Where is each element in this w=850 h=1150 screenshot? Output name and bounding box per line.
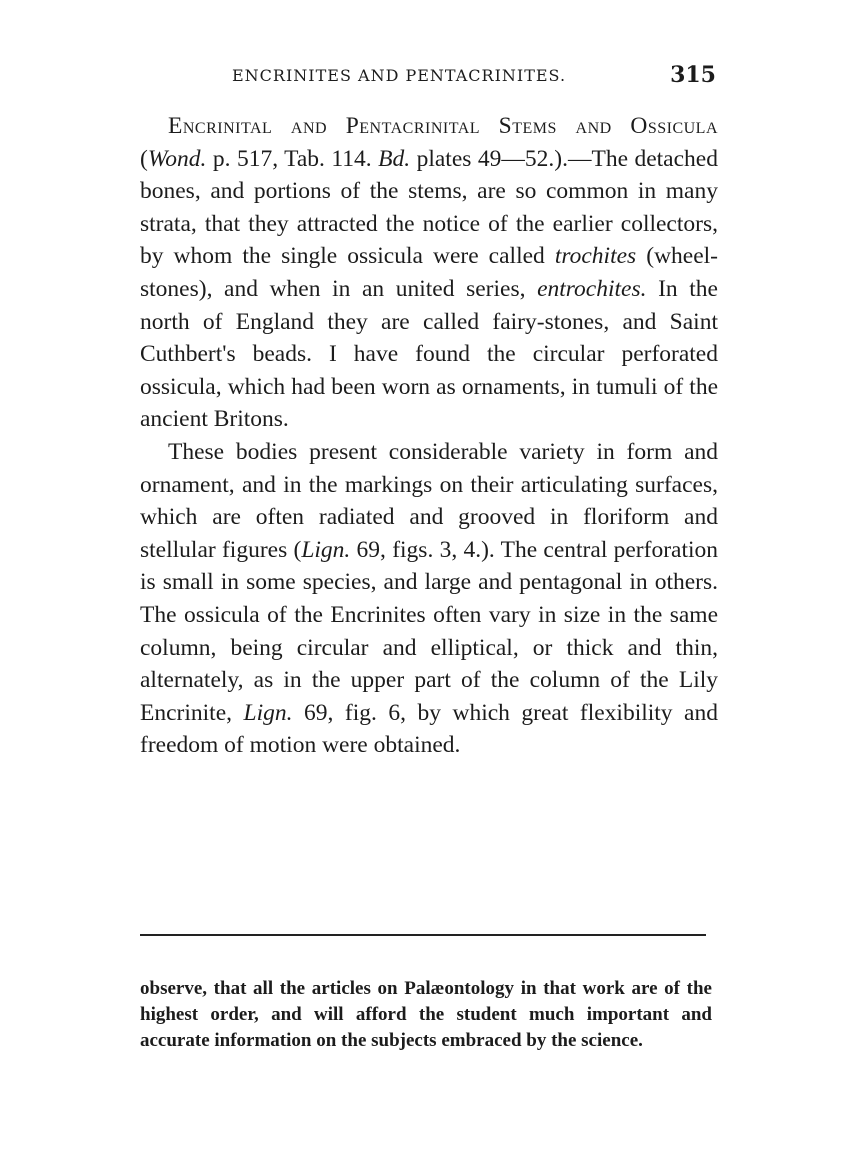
main-text xyxy=(140,110,718,762)
running-title: ENCRINITES AND PENTACRINITES. xyxy=(232,66,567,85)
paragraph-text: plates 49—52.).—The detached bones, and portions of the stems, are so common in many strata, that they attracted the notice of the earlier collectors, by whom the single ossicula were called xyxy=(140,145,718,270)
section-heading: Encrinital and Pentacrinital Stems and Ossicula xyxy=(168,113,718,139)
footnote-divider xyxy=(140,934,706,936)
paragraph-variety xyxy=(140,436,718,762)
page-number: 315 xyxy=(670,62,716,88)
ref-wond: Wond. xyxy=(147,145,207,172)
running-head xyxy=(140,62,716,92)
term-trochites: trochites xyxy=(554,243,637,270)
paragraph-text: These bodies present considerable variety in form and ornament, and in the markings on their articulating surfaces, which are often radiated and grooved in floriform and stellular figures ( xyxy=(140,438,718,563)
ref-open: ( xyxy=(140,145,148,172)
paragraph-text: (wheel-stones), and when in an united series, xyxy=(140,243,719,302)
ref-wond-detail: p. 517, Tab. 114. xyxy=(206,145,379,172)
ref-bd: Bd. xyxy=(378,145,411,172)
paragraph-stems-ossicula xyxy=(140,110,718,436)
paragraph-text: 69, fig. 6, by which great flexibility and freedom of motion were obtained. xyxy=(140,699,718,759)
paragraph-text: In the north of England they are called fairy-stones, and Saint Cuthbert's beads. I have found the circular perforated ossicula, which had been worn as ornaments, in tumuli of the ancient Britons. xyxy=(140,275,718,433)
paragraph-text: 69, figs. 3, 4.). The central perforation is small in some species, and large and pentagonal in others. The ossicula of the Encrinites often vary in size in the same column, being circular and elliptical, or thick and thin, alternately, as in the upper part of the column of the Lily Encrinite, xyxy=(140,536,719,726)
ref-lign: Lign. xyxy=(243,699,293,726)
ref-lign: Lign. xyxy=(301,536,351,563)
footnote: observe, that all the articles on Palæontology in that work are of the highest order, and will afford the student much important and accurate information on the subjects embraced by the science. xyxy=(140,978,712,1051)
term-entrochites: entrochites. xyxy=(537,275,647,302)
